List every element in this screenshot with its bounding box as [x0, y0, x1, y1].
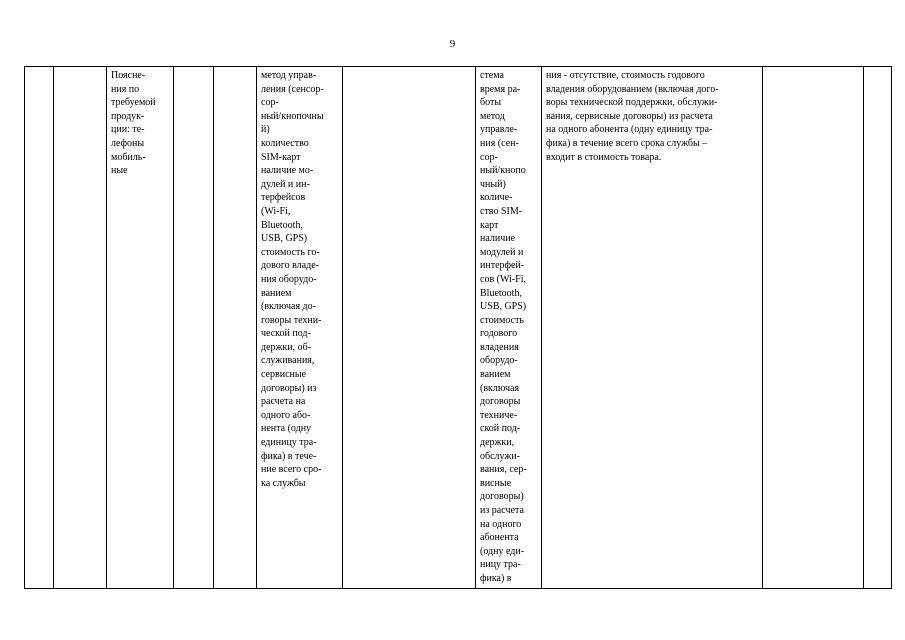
cell-text-line: обслужи- [480, 450, 520, 462]
cell-text-line: USB, GPS) [261, 233, 308, 245]
table-cell-col10 [763, 67, 864, 589]
cell-text-line: (Wi-Fi, [261, 205, 291, 217]
cell-text-line: (включая [480, 382, 520, 394]
cell-text-line: ние всего сро- [261, 464, 322, 476]
cell-text-line: ванием [261, 287, 292, 299]
cell-text-line: одного або- [261, 409, 311, 421]
cell-text-line: годового [480, 328, 518, 340]
cell-text-line: сор- [480, 151, 498, 163]
cell-text-line: входит в стоимость товара. [546, 151, 662, 163]
cell-text-line: Поясне- [111, 70, 146, 81]
cell-text-line: сор- [261, 97, 279, 109]
cell-text-line: наличие мо- [261, 165, 314, 177]
cell-text-line: фика) в [480, 572, 512, 584]
cell-text-line: владения [480, 341, 519, 353]
cell-text-line: ка службы [261, 477, 306, 489]
cell-text-line: количе- [480, 192, 513, 204]
cell-text-line: ство SIM- [480, 205, 523, 217]
cell-text-line: количество [261, 137, 309, 149]
cell-text-line: модулей и [480, 246, 524, 258]
cell-text-line: дулей и ин- [261, 178, 310, 190]
cell-text-line: метод [480, 110, 505, 122]
cell-text-line: ницу тра- [480, 559, 521, 571]
cell-text-line: воры технической поддержки, обслужи- [546, 97, 718, 109]
cell-text-line: Bluetooth, [261, 219, 303, 231]
cell-text-line: держки, [480, 437, 515, 449]
cell-text-line: й) [261, 124, 270, 136]
cell-text-line: стема [480, 70, 504, 81]
cell-text-line: стоимость [480, 314, 524, 326]
table-cell-characteristics-detail [476, 67, 542, 589]
cell-text-line: время ра- [480, 83, 521, 95]
table-row [25, 67, 892, 589]
requirements-table [24, 66, 892, 589]
cell-text-line: оборудо- [480, 355, 518, 367]
cell-text-line: ния оборудо- [261, 273, 317, 285]
cell-text-line: на одного [480, 518, 522, 530]
cell-text-line: наличие [480, 233, 516, 245]
cell-text-line: на одного абонента (одну единицу тра- [546, 124, 713, 136]
cell-text-line: стоимость го- [261, 246, 320, 258]
table-cell-product-explanation [107, 67, 174, 589]
cell-text-line: служивания, [261, 355, 315, 367]
cell-text-line: карт [480, 219, 499, 231]
cell-text-line: договоры) [480, 491, 524, 503]
cell-text-line: мобиль- [111, 151, 146, 163]
cell-text-line: фика) в тече- [261, 450, 317, 462]
cell-text-line: фика) в течение всего срока службы – [546, 137, 708, 149]
table-cell-characteristics [257, 67, 343, 589]
cell-text-line: говоры техни- [261, 314, 322, 326]
cell-text-line: сервисные [261, 369, 307, 381]
table-cell-col5 [214, 67, 257, 589]
cell-text-line: ния - отсутствие, стоимость годового [546, 70, 705, 81]
cell-text-line: управле- [480, 124, 518, 136]
table-cell-justification [542, 67, 763, 589]
cell-text-line: (одну еди- [480, 545, 525, 557]
table-cell-col2 [54, 67, 107, 589]
cell-text-line: сов (Wi-Fi, [480, 273, 526, 285]
cell-text-line: USB, GPS) [480, 301, 527, 313]
cell-text-line: держки, об- [261, 341, 312, 353]
cell-text-line: ные [111, 165, 128, 177]
cell-text-line: боты [480, 97, 502, 109]
cell-text-line: договоры) из [261, 382, 317, 394]
cell-text-line: требуемой [111, 97, 156, 109]
table-cell-col11 [864, 67, 892, 589]
table-cell-col7 [343, 67, 476, 589]
cell-text-line: вания, сервисные договоры) из расчета [546, 110, 713, 122]
cell-text-line: Bluetooth, [480, 287, 522, 299]
cell-text-line: владения оборудованием (включая дого- [546, 83, 719, 95]
cell-text-line: интерфей- [480, 260, 525, 272]
cell-text-line: договоры [480, 396, 521, 408]
cell-text-line: дового владе- [261, 260, 319, 272]
cell-text-line: ления (сенсор- [261, 83, 324, 95]
cell-text-line: ческой под- [261, 328, 311, 340]
cell-text-line: ния (сен- [480, 137, 519, 149]
cell-text-line: терфейсов [261, 192, 306, 204]
cell-text-line: нента (одну [261, 423, 312, 435]
cell-text-line: ской под- [480, 423, 521, 435]
cell-text-line: вания, сер- [480, 464, 527, 476]
cell-text-line: лефоны [111, 137, 145, 149]
page-number: 9 [449, 38, 456, 50]
cell-text-line: висные [480, 477, 512, 489]
cell-text-line: ный/кнопочны [261, 110, 324, 122]
cell-text-line: SIM-карт [261, 151, 301, 163]
cell-text-line: ный/кнопо [480, 165, 526, 177]
table-cell-col4 [174, 67, 214, 589]
cell-text-line: расчета на [261, 396, 306, 408]
cell-text-line: (включая до- [261, 301, 316, 313]
cell-text-line: техниче- [480, 409, 518, 421]
cell-text-line: чный) [480, 178, 506, 190]
cell-text-line: метод управ- [261, 70, 317, 81]
cell-text-line: единицу тра- [261, 437, 317, 449]
cell-text-line: ния по [111, 83, 140, 95]
cell-text-line: продук- [111, 110, 145, 122]
cell-text-line: ции: те- [111, 124, 145, 136]
table-cell-col1 [25, 67, 54, 589]
cell-text-line: абонента [480, 532, 519, 544]
cell-text-line: из расчета [480, 505, 524, 516]
cell-text-line: ванием [480, 369, 511, 381]
